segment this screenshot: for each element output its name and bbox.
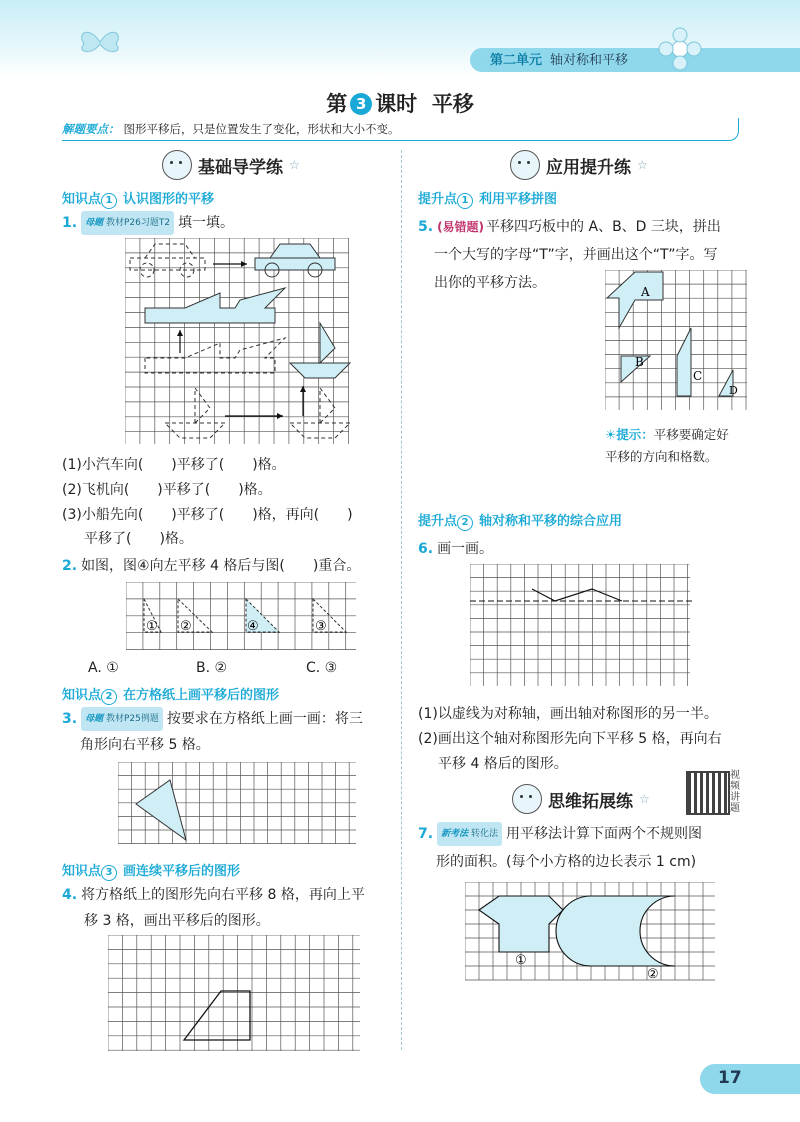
car-solid <box>255 244 335 277</box>
question-3: 3. 母题 教材P25例题 按要求在方格纸上画一画：将三 <box>62 707 363 731</box>
half-figure <box>532 589 622 601</box>
star-icon: ☆ <box>639 792 650 806</box>
page-number-tab <box>700 1064 800 1094</box>
fig-label-4: ④ <box>247 619 259 634</box>
qr-code[interactable] <box>686 771 730 815</box>
plane-dashed <box>145 338 285 373</box>
butterfly-icon <box>70 22 130 62</box>
trapezoid <box>184 991 250 1040</box>
section-head-applied: 应用提升练 ☆ <box>510 150 710 180</box>
column-divider <box>401 150 402 1050</box>
lesson-number: 3 <box>350 93 372 115</box>
question-6-sub1: (1)以虚线为对称轴，画出轴对称图形的另一半。 <box>418 706 718 722</box>
star-icon: ☆ <box>637 158 648 172</box>
svg-text:②: ② <box>647 967 659 982</box>
qr-label: 视频讲题 <box>730 770 740 814</box>
boat-dashed-1 <box>165 388 225 438</box>
grid-q5 <box>605 270 750 410</box>
flower-icon <box>655 24 705 74</box>
question-7-line2: 形的面积。(每个小方格的边长表示 1 cm) <box>436 854 697 870</box>
car-dashed <box>130 244 205 277</box>
page-number: 17 <box>718 1068 742 1088</box>
question-2: 2. 如图，图④向左平移 4 格后与图( )重合。 <box>62 558 361 574</box>
hint-box: ☀提示：平移要确定好 平移的方向和格数。 <box>605 427 729 464</box>
lightbulb-icon: ☀ <box>605 427 617 442</box>
mascot-icon <box>510 150 540 180</box>
tip-bar: 解题要点： 图形平移后，只是位置发生了变化，形状和大小不变。 <box>62 118 739 141</box>
question-5-line3: 出你的平移方法。 <box>434 275 546 291</box>
question-1-sub2: (2)飞机向( )平移了( )格。 <box>62 482 272 498</box>
question-4: 4. 将方格纸上的图形先向右平移 8 格，再向上平 <box>62 887 365 903</box>
question-1-sub3: (3)小船先向( )平移了( )格，再向( ) <box>62 507 353 523</box>
piece-C <box>677 328 691 396</box>
svg-text:①: ① <box>515 953 527 968</box>
section-head-thinking: 思维拓展练 ☆ <box>512 784 682 814</box>
question-1: 1. 母题 教材P26习题T2 填一填。 <box>62 211 234 235</box>
option-b[interactable]: B. ② <box>196 660 228 676</box>
svg-text:C: C <box>693 369 703 383</box>
grid-q2 <box>126 582 358 650</box>
option-a[interactable]: A. ① <box>88 660 119 676</box>
question-6-sub2b: 平移 4 格后的图形。 <box>438 756 568 772</box>
knowledge-point-2: 知识点 2 在方格纸上画平移后的图形 <box>62 688 280 703</box>
mascot-icon <box>162 150 192 180</box>
boat-dashed-2 <box>290 388 350 438</box>
star-icon: ☆ <box>289 158 300 172</box>
option-c[interactable]: C. ③ <box>306 660 338 676</box>
question-3-line2: 角形向右平移 5 格。 <box>80 737 210 753</box>
question-1-sub1: (1)小汽车向( )平移了( )格。 <box>62 457 286 473</box>
unit-label: 第二单元 轴对称和平移 <box>490 53 629 68</box>
fig-label-3: ③ <box>315 619 327 634</box>
piece-A <box>607 272 663 328</box>
question-7: 7. 新考法 转化法 用平移法计算下面两个不规则图 <box>418 822 702 846</box>
section-head-basic: 基础导学练 ☆ <box>162 150 362 180</box>
question-6-sub2: (2)画出这个轴对称图形先向下平移 5 格，再向右 <box>418 731 722 747</box>
grid-q7 <box>465 882 717 984</box>
grid-q3 <box>118 762 358 844</box>
grid-q6 <box>470 564 692 686</box>
question-5: 5. (易错题) 平移四巧板中的 A、B、D 三块，拼出 <box>418 219 721 235</box>
svg-text:A: A <box>641 285 650 299</box>
svg-text:D: D <box>729 384 738 397</box>
svg-text:B: B <box>635 355 644 369</box>
grid-q4 <box>108 935 363 1053</box>
tag-mother-question: 母题 教材P26习题T2 <box>81 211 174 235</box>
question-5-line2: 一个大写的字母“T”字，并画出这个“T”字。写 <box>434 247 718 263</box>
question-1-sub3b: 平移了( )格。 <box>84 531 193 547</box>
question-6: 6. 画一画。 <box>418 541 494 557</box>
question-4-line2: 移 3 格，画出平移后的图形。 <box>84 913 270 929</box>
knowledge-point-1: 知识点 1 认识图形的平移 <box>62 192 215 207</box>
plane-solid <box>145 288 285 323</box>
fig-label-2: ② <box>180 619 192 634</box>
boat-solid <box>290 363 350 378</box>
knowledge-point-3: 知识点 3 画连续平移后的图形 <box>62 864 241 879</box>
grid-q1 <box>125 238 355 448</box>
improve-point-2: 提升点 2 轴对称和平移的综合应用 <box>418 514 623 529</box>
improve-point-1: 提升点 1 利用平移拼图 <box>418 192 558 207</box>
irregular-shape-2 <box>556 896 675 966</box>
fig-label-1: ① <box>146 619 158 634</box>
mascot-icon <box>512 784 542 814</box>
lesson-title: 第 3 课时 平移 <box>326 92 474 116</box>
